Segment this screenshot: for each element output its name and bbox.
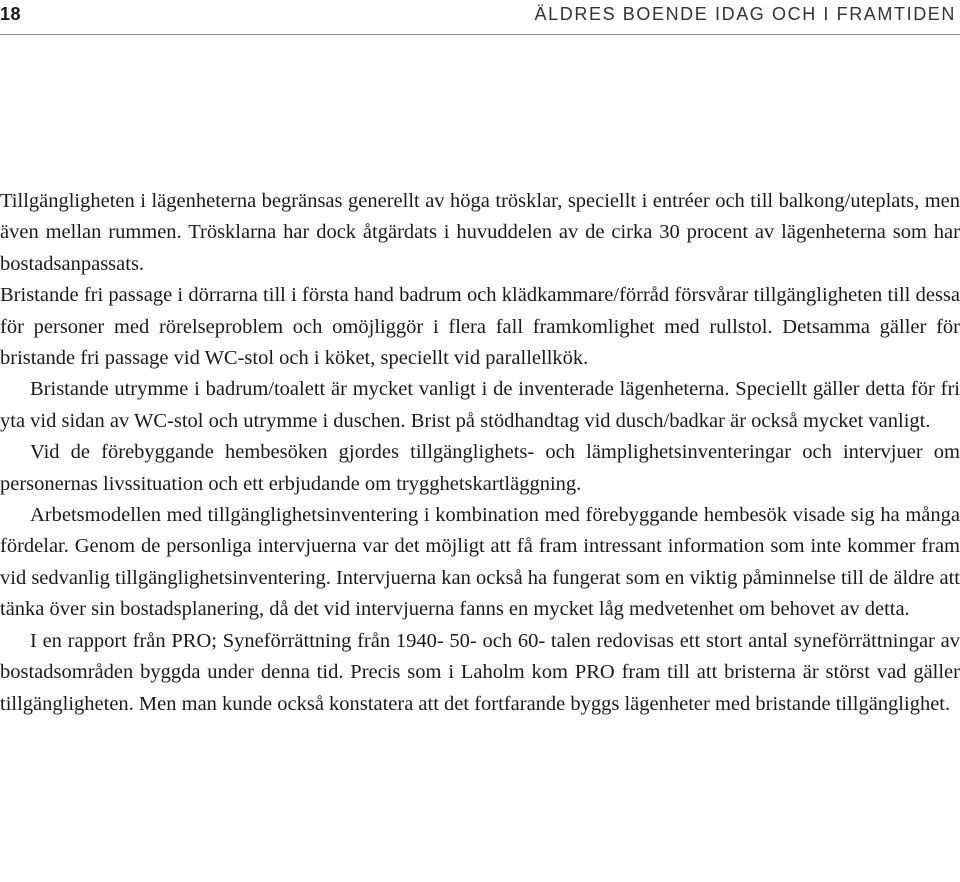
paragraph: Bristande fri passage i dörrarna till i första hand badrum och klädkammare/förråd försvårar tillgängligheten till dessa för personer med rörelseproblem och omöjliggör i flera fall framkomlighet med rullstol. Detsamma gäller för bristande fri passage vid WC-stol och i köket, speciellt vid parallellkök. [0,284,960,370]
paragraph: Tillgängligheten i lägenheterna begränsas generellt av höga trösklar, speciellt i entréer och till balkong/uteplats, men även mellan rummen. Trösklarna har dock åtgärdats i huvuddelen av de cirka 30 procent av lägenheterna som har bostadsanpassats. [0,190,960,275]
running-title: ÄLDRES BOENDE IDAG OCH I FRAMTIDEN [534,4,956,24]
paragraph: Arbetsmodellen med tillgänglighetsinventering i kombination med förebyggande hembesök visade sig ha många fördelar. Genom de personliga intervjuerna var det möjligt att få fram intressant information som inte kommer fram vid sedvanlig tillgänglighetsinventering. Intervjuerna kan också ha fungerat som en viktig påminnelse till de äldre att tänka över sin bostadsplanering, då det vid intervjuerna fanns en mycket låg medvetenhet om behovet av detta. [0,504,960,621]
paragraph: Vid de förebyggande hembesöken gjordes tillgänglighets- och lämplighetsinventeringar och intervjuer om personernas livssituation och ett erbjudande om trygghetskartläggning. [0,441,960,495]
page-header [0,0,960,35]
body-text [0,186,960,720]
paragraph: Bristande utrymme i badrum/toalett är mycket vanligt i de inventerade lägenheterna. Speciellt gäller detta för fri yta vid sidan av WC-stol och utrymme i duschen. Brist på stödhandtag vid dusch/badkar är också mycket vanligt. [0,378,960,432]
page-number: 18 [0,4,22,24]
paragraph: I en rapport från PRO; Syneförrättning från 1940- 50- och 60- talen redovisas ett stort antal syneförrättningar av bostadsområden byggda under denna tid. Precis som i Laholm kom PRO fram till att bristerna är störst vad gäller tillgängligheten. Men man kunde också konstatera att det fortfarande byggs lägenheter med bristande tillgänglighet. [0,629,960,715]
